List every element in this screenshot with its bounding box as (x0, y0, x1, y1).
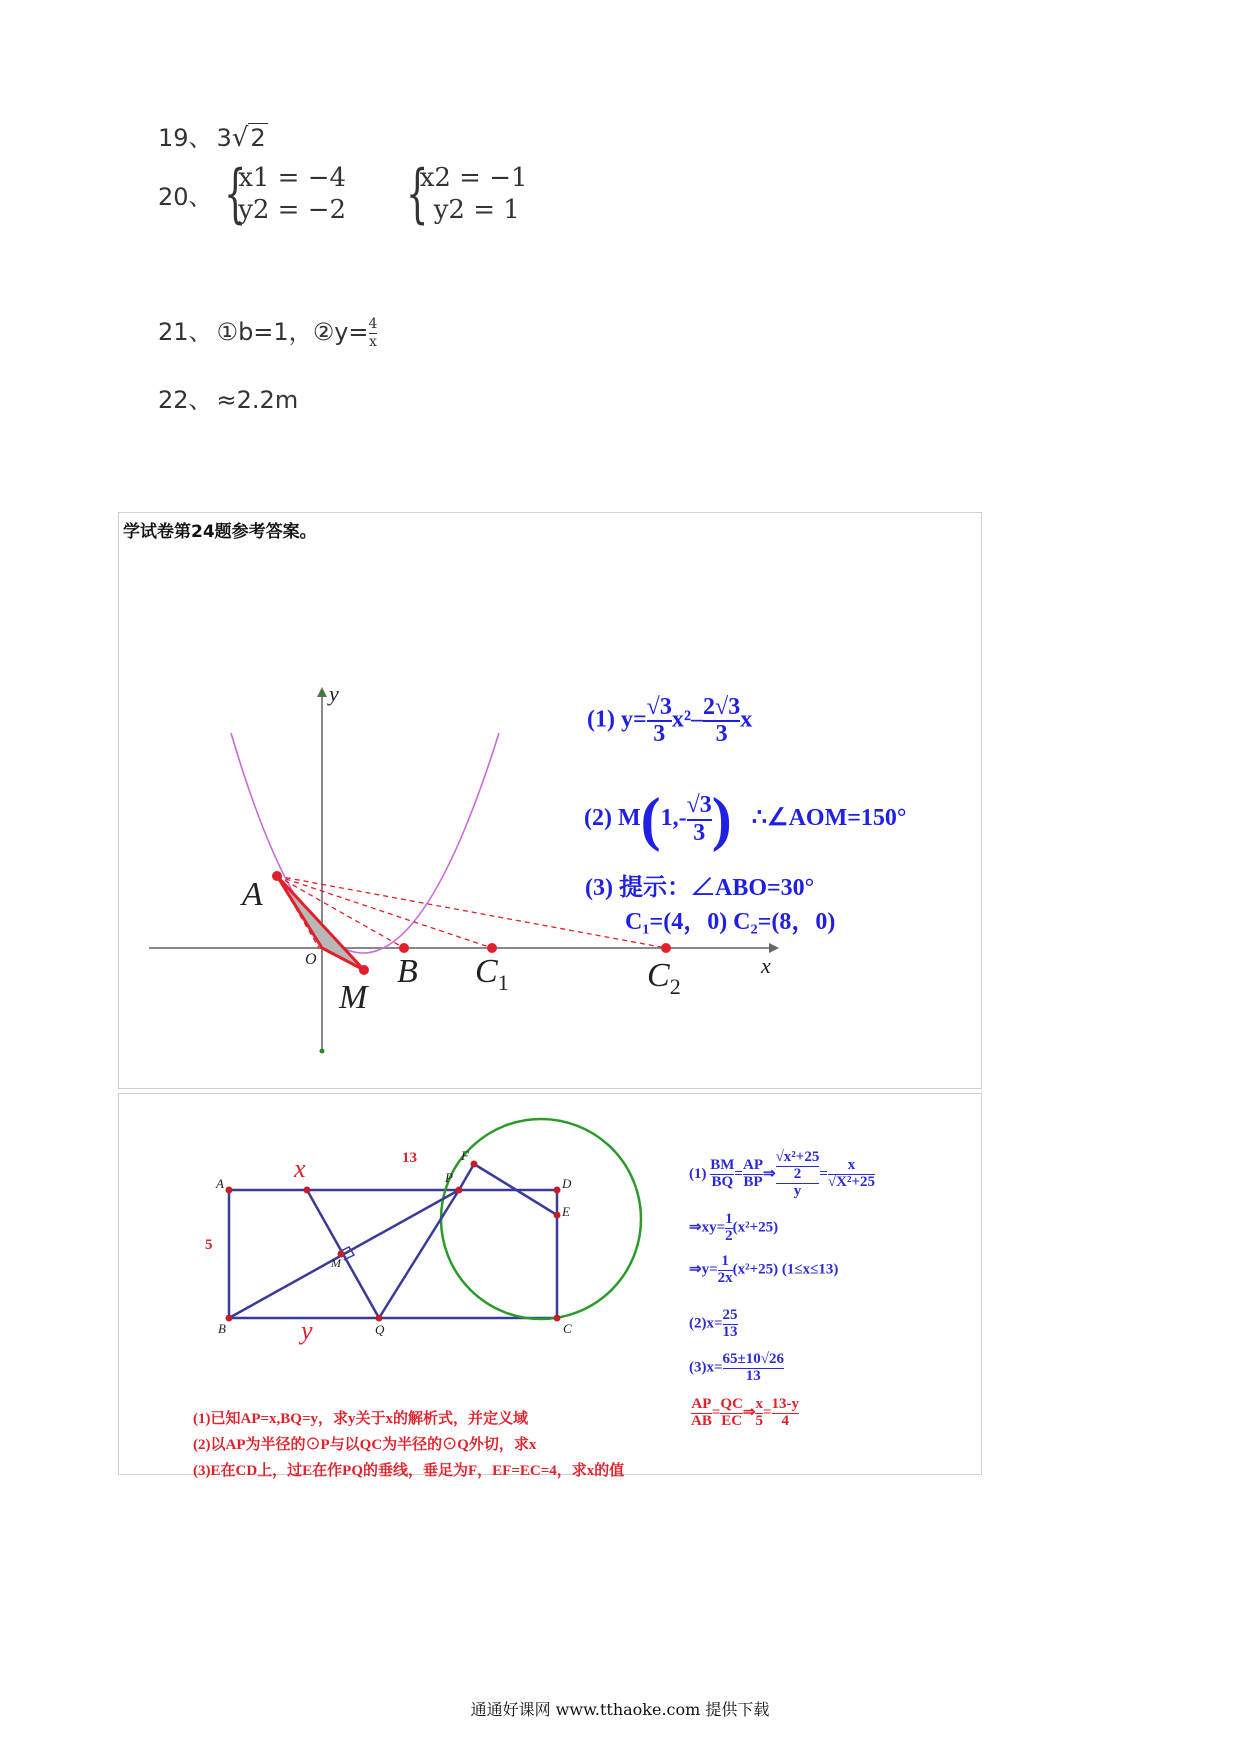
solution-2: (2)x= $\frac{25}{13}$ (689, 1307, 738, 1340)
equation-system-1: { x1 = −4 y2 = −2 (224, 157, 347, 231)
axis-label-x: x (761, 953, 771, 978)
answer-number: 21、 (158, 318, 213, 346)
label-O: O (305, 951, 317, 968)
solution-1-line-3: ⇒y= $\frac{1}{2x}$ (x²+25) (1≤x≤13) (689, 1253, 839, 1286)
point-C1 (487, 943, 497, 953)
figure-parabola-answer (118, 512, 982, 1089)
answer-19 (158, 118, 268, 153)
solution-1: (1) $\frac{BM}{BQ}$ = $\frac{AP}{BP}$ ⇒ $\frac{\frac{\text{√x²+25}}{2}}{y}$ = $\frac{x}{\text{√X²+25}}$ (689, 1149, 876, 1199)
answer-22 (158, 380, 298, 415)
answer-number: 19、 (158, 124, 213, 152)
answer-21 (158, 312, 377, 351)
figure-rectangle-circle: x y 5 13 A B C D E F P Q M (1) $\frac{BM}{BQ}$ = $\frac{AP}{BP}$ ⇒ $\frac{\frac{\text{√x²+25}}{2}}{y}$ = $\frac{x}{\text{√X²+25}}$ ⇒xy= $\frac{1}{2}$ (x²+25) ⇒y= $\frac{1}{2x}$ (x²+25) (1≤x≤13) (2)x= $\frac{25}{13}$ (3)x= $\frac{65\pm 10√26}{13}$ $\frac{AP}{AB}$ = $\frac{QC}{EC}$ ⇒ $\frac{x}{5}$ = $\frac{13-y}{4}$ (1)已知AP=x,BQ=y，求y关于x的解析式，并定义域 (2)以AP为半径的⊙P与以QC为半径的⊙Q外切，求x (3)E在CD上，过E在作PQ的垂线，垂足为F，EF=EC=4，求x的值 (118, 1093, 982, 1475)
answer-number: 22、 (158, 386, 213, 414)
label-top-x: x (294, 1154, 306, 1183)
figure-caption: 学试卷第24题参考答案。 (123, 522, 317, 542)
part-2: ②y= (312, 318, 369, 346)
label-B: B (397, 953, 418, 990)
label-bottom-y: y (301, 1316, 313, 1345)
radicand: 2 (250, 124, 266, 152)
part-1: ①b=1， (216, 318, 313, 346)
point-B (399, 943, 409, 953)
label-side-5: 5 (205, 1237, 213, 1253)
problem-statements (193, 1406, 624, 1484)
label-length-13: 13 (402, 1150, 417, 1166)
answer-part-2: (2) M(1,- $\frac{√3}{3}$ ) ∴∠AOM=150° (584, 786, 907, 852)
rectangle-ABCD (229, 1190, 557, 1318)
point-C2 (661, 943, 671, 953)
label-A: A (242, 876, 263, 913)
point-A (272, 871, 282, 881)
label-C2: $C_2$ (647, 957, 681, 999)
solution-3-ratio: $\frac{AP}{AB}$ = $\frac{QC}{EC}$ ⇒ $\frac{x}{5}$ = $\frac{13-y}{4}$ (691, 1396, 800, 1429)
answer-number: 20、 (158, 182, 213, 211)
x-axis-arrow (769, 943, 779, 953)
answer-text: ≈2.2m (216, 386, 299, 414)
footer-text: 通通好课网 www.tthaoke.com 提供下载 (470, 1700, 770, 1719)
problem-1: (1)已知AP=x,BQ=y，求y关于x的解析式，并定义域 (193, 1411, 529, 1427)
label-C1: $C_1$ (475, 953, 509, 995)
fraction: $\frac{4}{x}$ (368, 315, 378, 350)
solution-3: (3)x= $\frac{65\pm 10√26}{13}$ (689, 1351, 785, 1384)
axis-label-y: y (329, 681, 339, 706)
answer-part-1: (1) y= $\frac{√3}{3}$ x²– $\frac{2√3}{3}$ x (587, 694, 753, 748)
answer-part-3: (3) 提示：∠ABO=30° C₁=(4，0) C₂=(8，0) (585, 875, 836, 935)
solution-1-line-2: ⇒xy= $\frac{1}{2}$ (x²+25) (689, 1211, 779, 1244)
equation-system-2: { x2 = −1 y2 = 1 (405, 157, 528, 231)
point-M (359, 965, 369, 975)
problem-2: (2)以AP为半径的⊙P与以QC为半径的⊙Q外切，求x (193, 1437, 537, 1453)
sqrt-expression: √2 (231, 123, 266, 153)
coefficient: 3 (216, 124, 232, 152)
answer-20 (158, 157, 580, 231)
label-M: M (339, 979, 368, 1016)
parabola-curve (231, 733, 499, 953)
circle-Q (441, 1119, 641, 1319)
problem-3: (3)E在CD上，过E在作PQ的垂线，垂足为F，EF=EC=4，求x的值 (193, 1463, 625, 1479)
